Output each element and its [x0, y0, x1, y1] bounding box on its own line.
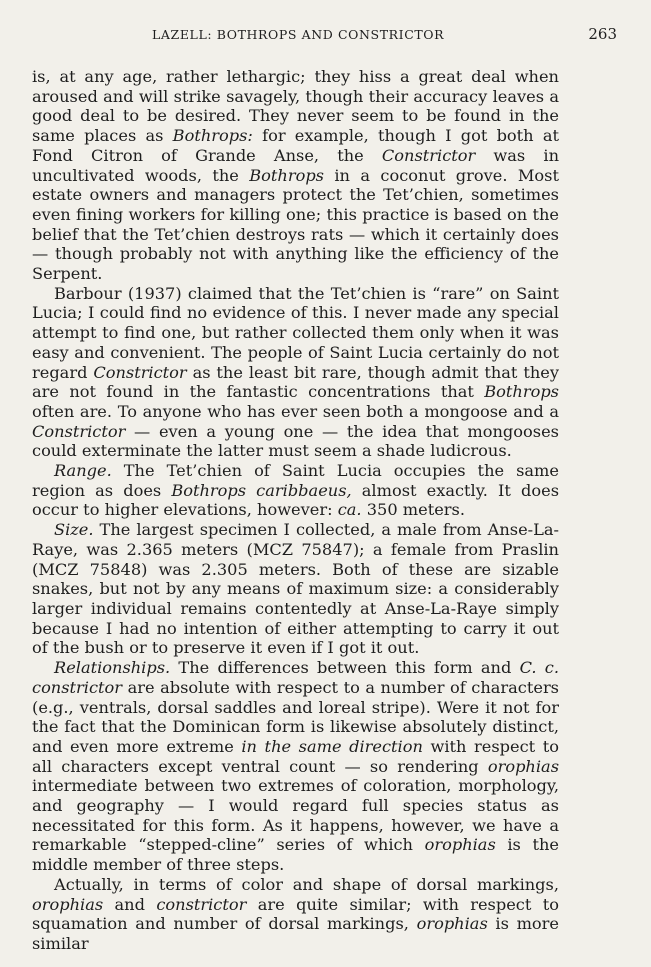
text-run: The Tet’chien of Saint Lucia occupies the same region as does — [32, 461, 559, 500]
italic-run: Bothrops: — [172, 126, 253, 146]
italic-run: constrictor — [156, 894, 247, 914]
italic-run: Constrictor — [381, 145, 476, 165]
page-number: 263 — [588, 25, 617, 43]
italic-run: Size. — [54, 520, 94, 540]
text-run: The largest specimen I collected, a male from Anse-La-Raye, was 2.365 meters (MCZ 75847); a female from Praslin (MCZ 75848) was 2.305 meters. Both of these are sizable snakes, but not by any means of maximum size: a considerably larger individual remains contentedly at Anse-La-Raye simply because I had no intention of either attempting to carry it out of the bush or to preserve it even if I got it out. — [32, 520, 559, 658]
text-run: are quite similar; with respect to squamation and number of dorsal markings, — [32, 894, 559, 934]
text-run: is, at any age, rather lethargic; they hiss a great deal when aroused and will strike savagely, though their accuracy leaves a good deal to be desired. They never seem to be found in the same places as — [32, 67, 559, 146]
italic-run: Bothrops — [484, 382, 559, 402]
text-run: intermediate between two extremes of coloration, morphology, and geography — I would regard full species status as necessitated for this form. As it happens, however, we have a remarkable “stepped-cline” series of which — [32, 776, 559, 855]
text-run: in a coconut grove. Most estate owners and managers protect the Tet’chien, sometimes even fining workers for killing one; this practice is based on the belief that the Tet’chien destroys rats — which it certainly does — though probably not with anything like the efficiency of the Serpent. — [32, 165, 559, 284]
italic-run: C. c. constrictor — [32, 658, 560, 697]
text-run: for example, though I got both at Fond Citron of Grande Anse, the — [32, 126, 559, 165]
body-text — [32, 67, 559, 954]
text-run: is more similar — [32, 914, 559, 953]
text-run: is the middle member of three steps. — [32, 835, 559, 875]
italic-run: Relationships. — [54, 658, 171, 678]
paragraph-p3 — [32, 461, 559, 520]
text-run: Actually, in terms of color and shape of dorsal markings, — [54, 874, 559, 894]
text-run: as the least bit rare, though admit that they are not found in the fantastic concentrations that — [32, 362, 559, 402]
italic-run: orophias — [32, 894, 104, 914]
italic-run: Range. — [54, 461, 112, 481]
text-run: often are. To anyone who has ever seen both a mongoose and a — [32, 401, 559, 421]
paragraph-p6 — [32, 875, 559, 954]
paragraph-p2 — [32, 284, 559, 461]
italic-run: Constrictor — [93, 362, 187, 382]
paragraph-p1 — [32, 67, 559, 284]
text-run: Barbour (1937) claimed that the Tet’chien is “rare” on Saint Lucia; I could find no evidence of this. I never made any special attempt to find one, but rather collected them only when it was easy and convenient. The people of Saint Lucia certainly do not regard — [32, 283, 559, 382]
paragraph-p5 — [32, 658, 559, 875]
italic-run: Constrictor — [32, 421, 126, 441]
italic-run: ca. — [337, 500, 362, 520]
text-run: almost exactly. It does occur to higher elevations, however: — [32, 480, 559, 520]
text-run: 350 meters. — [361, 500, 465, 520]
paragraph-p4 — [32, 520, 559, 658]
text-run: The differences between this form and — [170, 658, 520, 678]
italic-run: orophias — [416, 914, 488, 934]
text-run: was in uncultivated woods, the — [32, 145, 559, 185]
text-run: — even a young one — the idea that mongooses could exterminate the latter must seem a shade ludicrous. — [32, 421, 559, 461]
text-run: and — [103, 894, 157, 914]
italic-run: orophias — [424, 835, 496, 855]
italic-run: in the same direction — [241, 736, 423, 756]
running-head — [32, 25, 617, 51]
italic-run: orophias — [487, 756, 559, 776]
italic-run: Bothrops — [249, 165, 324, 185]
text-run: with respect to all characters except ventral count — so rendering — [32, 736, 560, 776]
italic-run: Bothrops caribbaeus, — [171, 480, 352, 500]
running-title: LAZELL: BOTHROPS AND CONSTRICTOR — [152, 27, 445, 42]
text-run: are absolute with respect to a number of characters (e.g., ventrals, dorsal saddles and loreal stripe). Were it not for the fact that the Dominican form is likewise absolutely distinct, and even more extreme — [32, 677, 559, 756]
